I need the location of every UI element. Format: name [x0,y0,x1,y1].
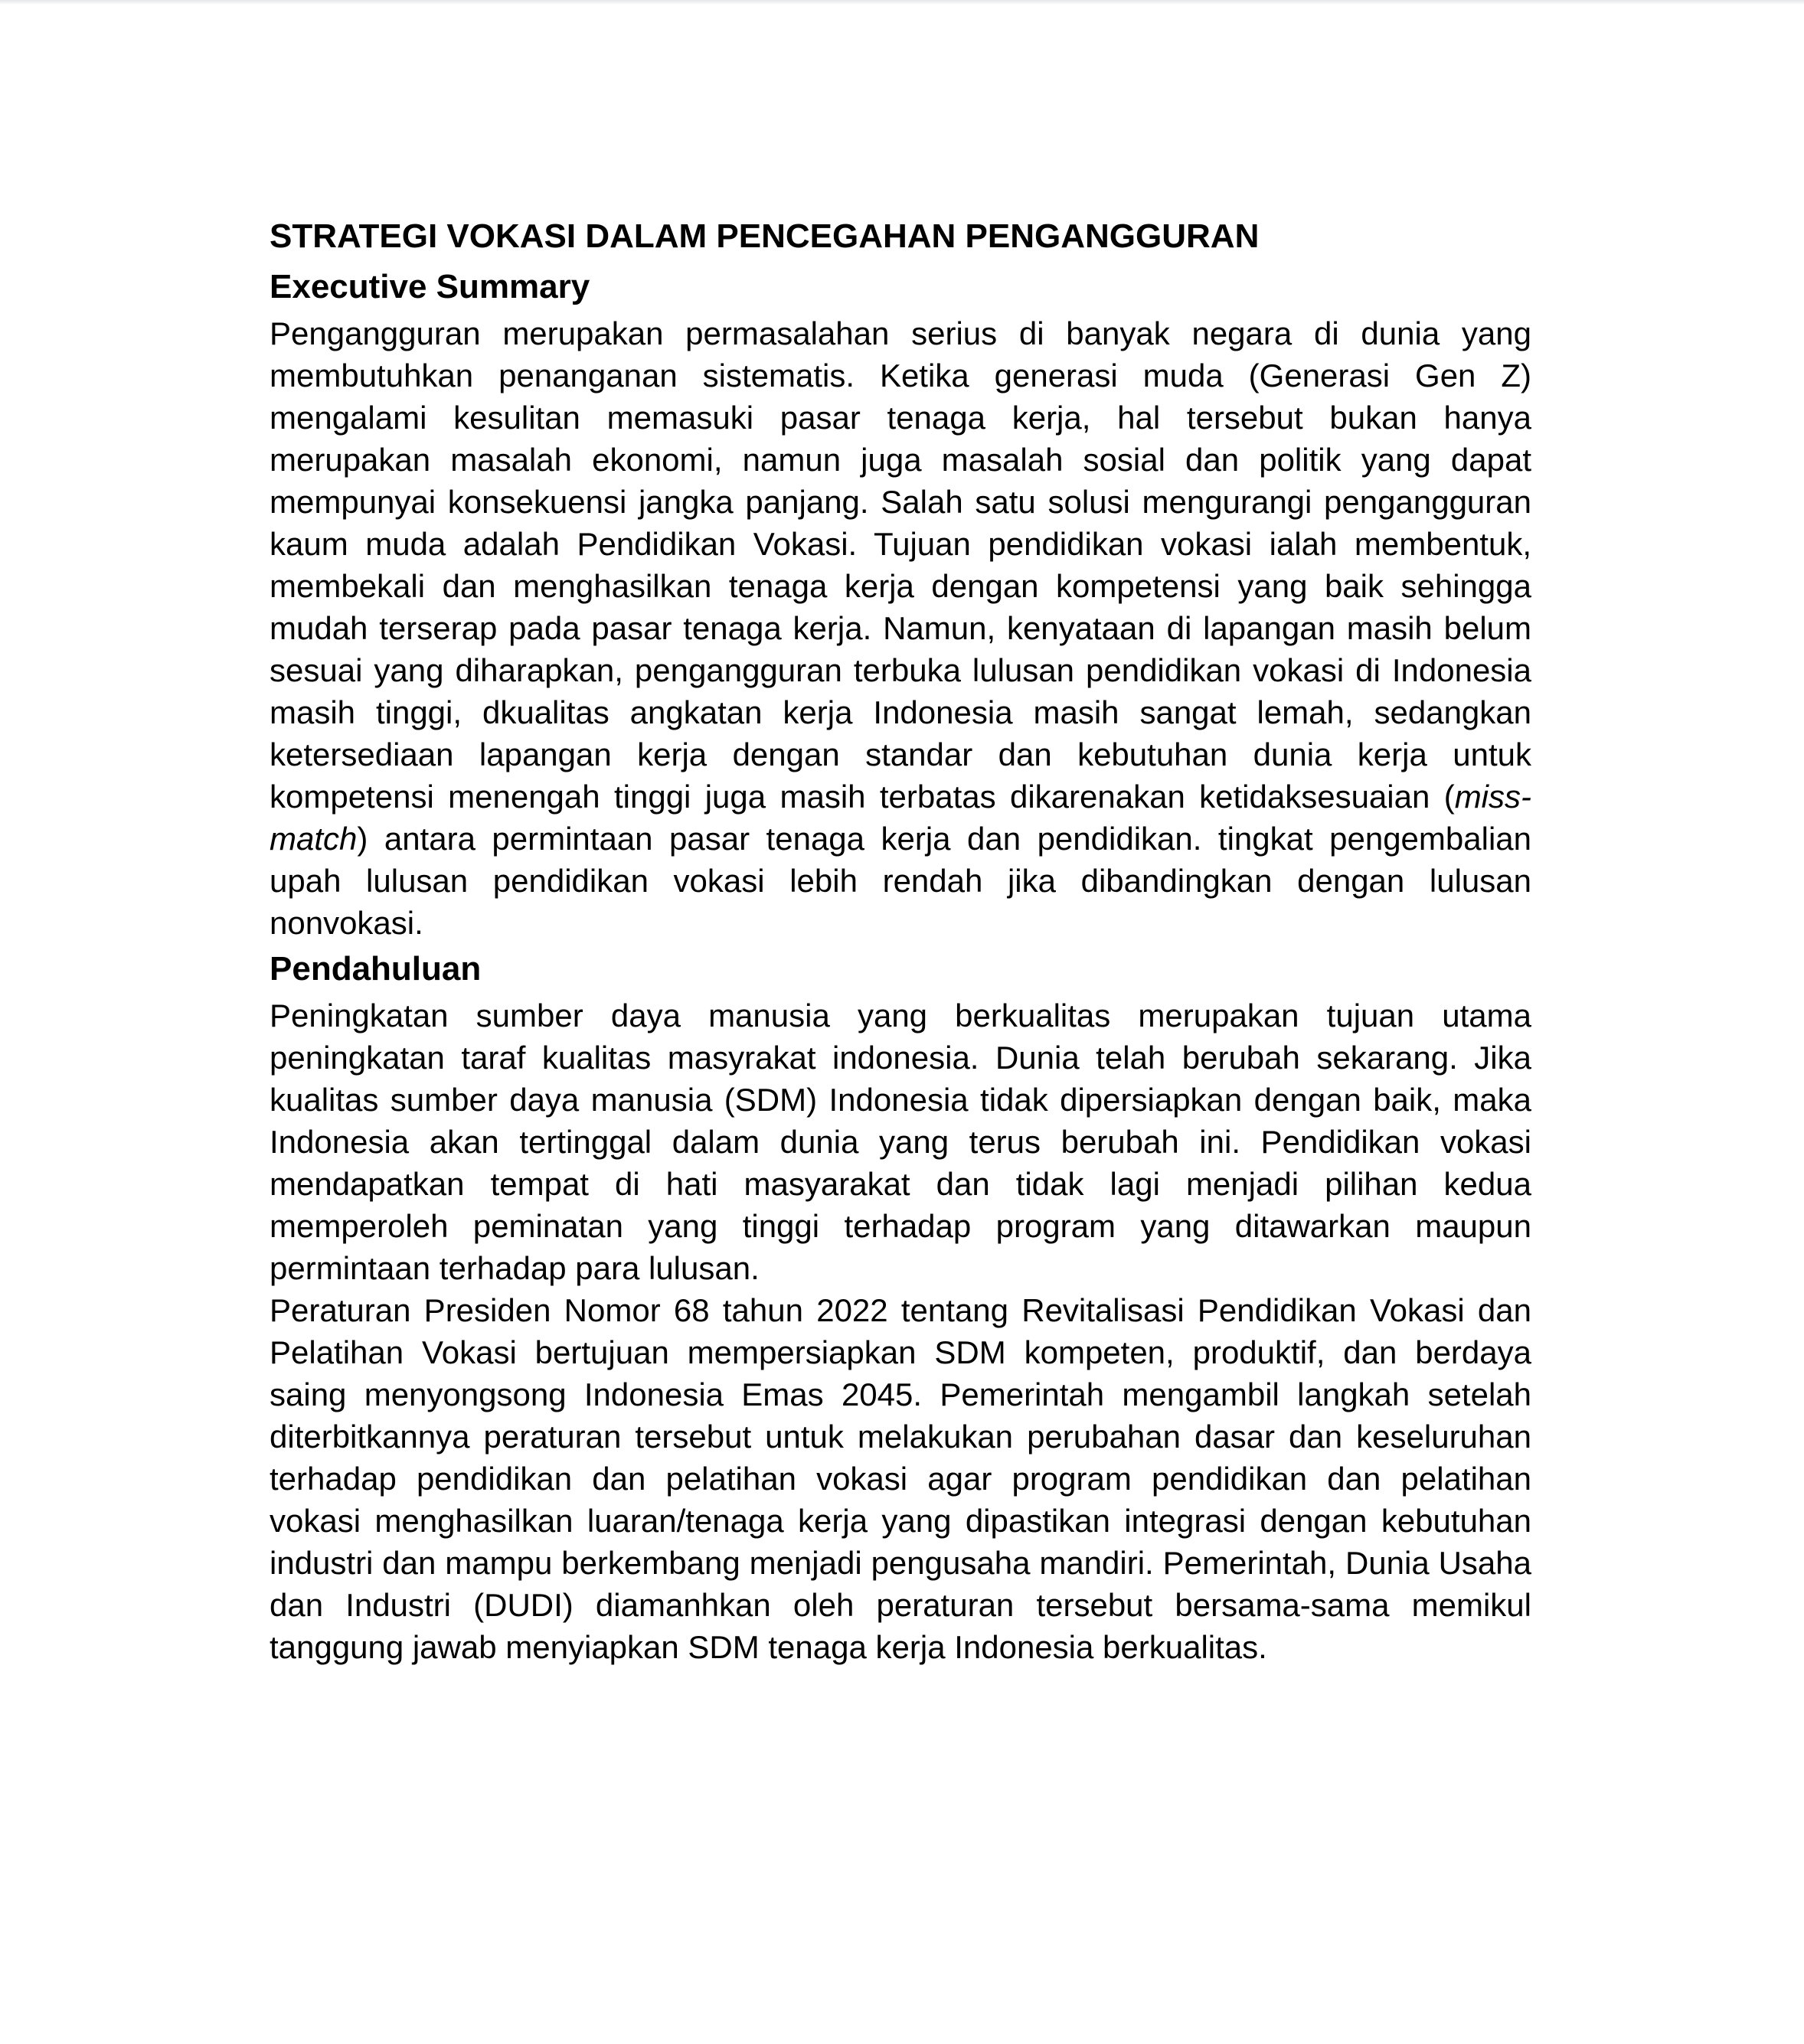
section-heading-pendahuluan: Pendahuluan [270,950,482,988]
page-content [270,211,1531,1668]
pendahuluan-paragraph-2: Peraturan Presiden Nomor 68 tahun 2022 tentang Revitalisasi Pendidikan Vokasi dan Pelatihan Vokasi bertujuan mempersiapkan SDM kompeten, produktif, dan berdaya saing menyongsong Indonesia Emas 2045. Pemerintah mengambil langkah setelah diterbitkannya peraturan tersebut untuk melakukan perubahan dasar dan keseluruhan terhadap pendidikan dan pelatihan vokasi agar program pendidikan dan pelatihan vokasi menghasilkan luaran/tenaga kerja yang dipastikan integrasi dengan kebutuhan industri dan mampu berkembang menjadi pengusaha mandiri. Pemerintah, Dunia Usaha dan Industri (DUDI) diamanhkan oleh peraturan tersebut bersama-sama memikul tanggung jawab menyiapkan SDM tenaga kerja Indonesia berkualitas. [270,1292,1531,1665]
paragraph-text: ) antara permintaan pasar tenaga kerja dan pendidikan. tingkat pengembalian upah lulusan pendidikan vokasi lebih rendah jika dibandingkan dengan lulusan nonvokasi. [270,821,1531,941]
pendahuluan-paragraph-1: Peningkatan sumber daya manusia yang berkualitas merupakan tujuan utama peningkatan taraf kualitas masyrakat indonesia. Dunia telah berubah sekarang. Jika kualitas sumber daya manusia (SDM) Indonesia tidak dipersiapkan dengan baik, maka Indonesia akan tertinggal dalam dunia yang terus berubah ini. Pendidikan vokasi mendapatkan tempat di hati masyarakat dan tidak lagi menjadi pilihan kedua memperoleh peminatan yang tinggi terhadap program yang ditawarkan maupun permintaan terhadap para lulusan. [270,998,1531,1286]
italic-term: miss- match [270,779,1531,857]
section-heading-executive-summary: Executive Summary [270,268,590,305]
document-title: STRATEGI VOKASI DALAM PENCEGAHAN PENGANGGURAN [270,217,1260,255]
paragraph-text: Pengangguran merupakan permasalahan serius di banyak negara di dunia yang membutuhkan penanganan sistematis. Ketika generasi muda (Generasi Gen Z) mengalami kesulitan memasuki pasar tenaga kerja, hal tersebut bukan hanya merupakan masalah ekonomi, namun juga masalah sosial dan politik yang dapat mempunyai konsekuensi jangka panjang. Salah satu solusi mengurangi pengangguran kaum muda adalah Pendidikan Vokasi. Tujuan pendidikan vokasi ialah membentuk, membekali dan menghasilkan tenaga kerja dengan kompetensi yang baik sehingga mudah terserap pada pasar tenaga kerja. Namun, kenyataan di lapangan masih belum sesuai yang diharapkan, pengangguran terbuka lulusan pendidikan vokasi di Indonesia masih tinggi, dkualitas angkatan kerja Indonesia masih sangat lemah, sedangkan ketersediaan lapangan kerja dengan standar dan kebutuhan dunia kerja untuk kompetensi menengah tinggi juga masih terbatas dikarenakan ketidaksesuaian ( [270,315,1531,815]
executive-summary-paragraph [270,312,1531,944]
